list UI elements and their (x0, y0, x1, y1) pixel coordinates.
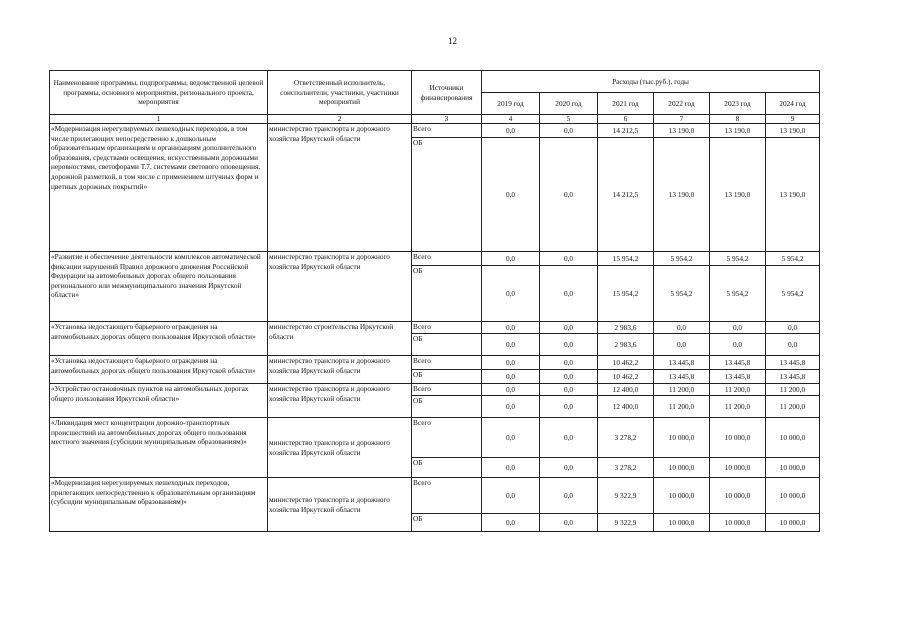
expense-value-cell: 0,0 (710, 322, 766, 334)
column-number: 3 (412, 115, 482, 124)
expense-value-cell: 0,0 (766, 322, 820, 334)
expense-value-cell: 0,0 (540, 458, 598, 478)
expense-value-cell: 13 445,8 (710, 356, 766, 370)
funding-source-cell: Всего (412, 418, 482, 458)
expense-value-cell: 11 200,0 (710, 396, 766, 418)
column-number: 7 (654, 115, 710, 124)
expense-value-cell: 12 400,0 (598, 384, 654, 396)
expense-value-cell: 15 954,2 (598, 266, 654, 322)
program-name-cell: «Ликвидация мест концентрации дорожно-транспортных происшествий на автомобильных дорогах общего пользования местного значения (субсидии муниципальным образованиям)» (50, 418, 268, 478)
responsible-cell: министерство транспорта и дорожного хозяйства Иркутской области (268, 418, 412, 478)
expense-value-cell: 14 212,5 (598, 124, 654, 138)
expense-value-cell: 9 322,9 (598, 478, 654, 514)
expense-value-cell: 11 200,0 (766, 396, 820, 418)
table-row (50, 418, 820, 458)
expense-value-cell: 0,0 (482, 334, 540, 356)
funding-source-cell: Всего (412, 384, 482, 396)
expense-value-cell: 13 445,8 (766, 370, 820, 384)
expense-value-cell: 5 954,2 (710, 252, 766, 266)
page-number: 12 (448, 36, 457, 46)
expense-value-cell: 5 954,2 (766, 252, 820, 266)
expense-value-cell: 0,0 (482, 458, 540, 478)
funding-source-cell: Всего (412, 356, 482, 370)
expense-value-cell: 5 954,2 (654, 266, 710, 322)
funding-source-cell: ОБ (412, 458, 482, 478)
header-year: 2024 год (766, 93, 820, 115)
header-year: 2022 год (654, 93, 710, 115)
expense-value-cell: 0,0 (540, 384, 598, 396)
expense-value-cell: 10 000,0 (710, 458, 766, 478)
expense-value-cell: 11 200,0 (710, 384, 766, 396)
column-number: 5 (540, 115, 598, 124)
expense-value-cell: 0,0 (482, 514, 540, 532)
table-row (50, 384, 820, 396)
column-number: 9 (766, 115, 820, 124)
expense-value-cell: 0,0 (540, 478, 598, 514)
responsible-cell: министерство транспорта и дорожного хозяйства Иркутской области (268, 252, 412, 322)
expense-value-cell: 10 462,2 (598, 356, 654, 370)
expense-value-cell: 0,0 (654, 322, 710, 334)
expense-value-cell: 2 983,6 (598, 334, 654, 356)
program-name-cell: «Установка недостающего барьерного ограждения на автомобильных дорогах общего пользования Иркутской области» (50, 356, 268, 384)
funding-source-cell: ОБ (412, 138, 482, 252)
responsible-cell: министерство транспорта и дорожного хозяйства Иркутской области (268, 124, 412, 252)
header-year: 2019 год (482, 93, 540, 115)
expense-value-cell: 10 000,0 (766, 514, 820, 532)
header-year: 2023 год (710, 93, 766, 115)
expense-value-cell: 0,0 (482, 396, 540, 418)
expense-value-cell: 13 190,0 (710, 138, 766, 252)
table-row (50, 322, 820, 334)
expense-value-cell: 10 000,0 (710, 514, 766, 532)
header-sources: Источники финансирования (412, 71, 482, 115)
expense-value-cell: 10 000,0 (654, 514, 710, 532)
header-responsible: Ответственный исполнитель, соисполнители, участники, участники мероприятий (268, 71, 412, 115)
expense-value-cell: 0,0 (540, 322, 598, 334)
expense-value-cell: 0,0 (710, 334, 766, 356)
expense-value-cell: 15 954,2 (598, 252, 654, 266)
expense-value-cell: 0,0 (482, 138, 540, 252)
expense-value-cell: 2 983,6 (598, 322, 654, 334)
expense-value-cell: 13 445,8 (710, 370, 766, 384)
expense-value-cell: 0,0 (540, 514, 598, 532)
expense-value-cell: 0,0 (654, 334, 710, 356)
expense-value-cell: 0,0 (540, 334, 598, 356)
column-number: 2 (268, 115, 412, 124)
column-number: 4 (482, 115, 540, 124)
expense-value-cell: 11 200,0 (766, 384, 820, 396)
funding-source-cell: Всего (412, 252, 482, 266)
expense-value-cell: 0,0 (540, 124, 598, 138)
table-row (50, 478, 820, 514)
expense-value-cell: 0,0 (766, 334, 820, 356)
table-row (50, 124, 820, 138)
expense-value-cell: 0,0 (540, 356, 598, 370)
expense-value-cell: 13 190,0 (654, 138, 710, 252)
responsible-cell: министерство транспорта и дорожного хозяйства Иркутской области (268, 478, 412, 532)
responsible-cell: министерство транспорта и дорожного хозяйства Иркутской области (268, 384, 412, 418)
column-number: 6 (598, 115, 654, 124)
expense-value-cell: 0,0 (540, 252, 598, 266)
expense-value-cell: 0,0 (482, 322, 540, 334)
program-name-cell: «Модернизация нерегулируемых пешеходных переходов, в том числе прилегающих непосредственно к дошкольным образовательным организациям и организациям дополнительного образования, средствами освещения, искусственными дорожными неровностями, светофорами Т.7, системами светового оповещения, дорожной разметкой, в том числе с применением штучных форм и цветных дорожных покрытий» (50, 124, 268, 252)
expense-value-cell: 13 445,8 (654, 370, 710, 384)
expense-value-cell: 10 462,2 (598, 370, 654, 384)
funding-source-cell: ОБ (412, 334, 482, 356)
expense-value-cell: 10 000,0 (654, 458, 710, 478)
expense-value-cell: 0,0 (540, 138, 598, 252)
program-name-cell: «Модернизация нерегулируемых пешеходных переходов, прилегающих непосредственно к образовательным организациям (субсидии муниципальным образованиям)» (50, 478, 268, 532)
expense-value-cell: 9 322,9 (598, 514, 654, 532)
expense-value-cell: 3 278,2 (598, 458, 654, 478)
table-row (50, 252, 820, 266)
expense-value-cell: 10 000,0 (766, 458, 820, 478)
expense-value-cell: 0,0 (482, 266, 540, 322)
header-expenses: Расходы (тыс.руб.), годы (482, 71, 820, 93)
expense-value-cell: 10 000,0 (710, 478, 766, 514)
expense-value-cell: 13 445,8 (766, 356, 820, 370)
responsible-cell: министерство транспорта и дорожного хозяйства Иркутской области (268, 356, 412, 384)
expense-value-cell: 0,0 (482, 370, 540, 384)
funding-source-cell: Всего (412, 322, 482, 334)
expense-value-cell: 12 400,0 (598, 396, 654, 418)
expense-value-cell: 5 954,2 (766, 266, 820, 322)
expense-value-cell: 13 190,0 (766, 138, 820, 252)
responsible-cell: министерство строительства Иркутской области (268, 322, 412, 356)
column-number: 8 (710, 115, 766, 124)
program-name-cell: «Устройство остановочных пунктов на автомобильных дорогах общего пользования Иркутской области» (50, 384, 268, 418)
expense-value-cell: 10 000,0 (766, 478, 820, 514)
expense-value-cell: 13 190,0 (654, 124, 710, 138)
expense-value-cell: 0,0 (540, 396, 598, 418)
expense-value-cell: 13 190,0 (766, 124, 820, 138)
expense-value-cell: 13 190,0 (710, 124, 766, 138)
expense-value-cell: 14 212,5 (598, 138, 654, 252)
expense-value-cell: 0,0 (482, 384, 540, 396)
expense-value-cell: 5 954,2 (654, 252, 710, 266)
expense-value-cell: 0,0 (540, 370, 598, 384)
column-number: 1 (50, 115, 268, 124)
header-year: 2020 год (540, 93, 598, 115)
expense-value-cell: 0,0 (482, 478, 540, 514)
expense-value-cell: 10 000,0 (654, 418, 710, 458)
funding-source-cell: ОБ (412, 514, 482, 532)
expense-value-cell: 3 278,2 (598, 418, 654, 458)
expense-value-cell: 0,0 (482, 124, 540, 138)
funding-source-cell: Всего (412, 478, 482, 514)
expense-value-cell: 10 000,0 (766, 418, 820, 458)
header-name: Наименование программы, подпрограммы, ведомственной целевой программы, основного мероприятия, регионального проекта, мероприятия (50, 71, 268, 115)
expense-value-cell: 0,0 (482, 356, 540, 370)
expense-value-cell: 0,0 (540, 266, 598, 322)
expense-value-cell: 0,0 (482, 418, 540, 458)
funding-source-cell: ОБ (412, 370, 482, 384)
funding-source-cell: ОБ (412, 396, 482, 418)
expense-value-cell: 0,0 (540, 418, 598, 458)
column-number-row (50, 115, 820, 124)
expense-value-cell: 5 954,2 (710, 266, 766, 322)
funding-source-cell: Всего (412, 124, 482, 138)
expense-value-cell: 0,0 (482, 252, 540, 266)
expense-value-cell: 11 200,0 (654, 384, 710, 396)
table-row (50, 356, 820, 370)
expense-value-cell: 13 445,8 (654, 356, 710, 370)
expense-value-cell: 10 000,0 (710, 418, 766, 458)
program-name-cell: «Установка недостающего барьерного ограждения на автомобильных дорогах общего пользования Иркутской области» (50, 322, 268, 356)
program-name-cell: «Развитие и обеспечение деятельности комплексов автоматической фиксации нарушений Правил дорожного движения Российской Федерации на автомобильных дорогах общего пользования регионального или межмуниципального значения Иркутской области» (50, 252, 268, 322)
expense-value-cell: 11 200,0 (654, 396, 710, 418)
expense-value-cell: 10 000,0 (654, 478, 710, 514)
funding-source-cell: ОБ (412, 266, 482, 322)
header-year: 2021 год (598, 93, 654, 115)
expenses-table (49, 70, 820, 532)
